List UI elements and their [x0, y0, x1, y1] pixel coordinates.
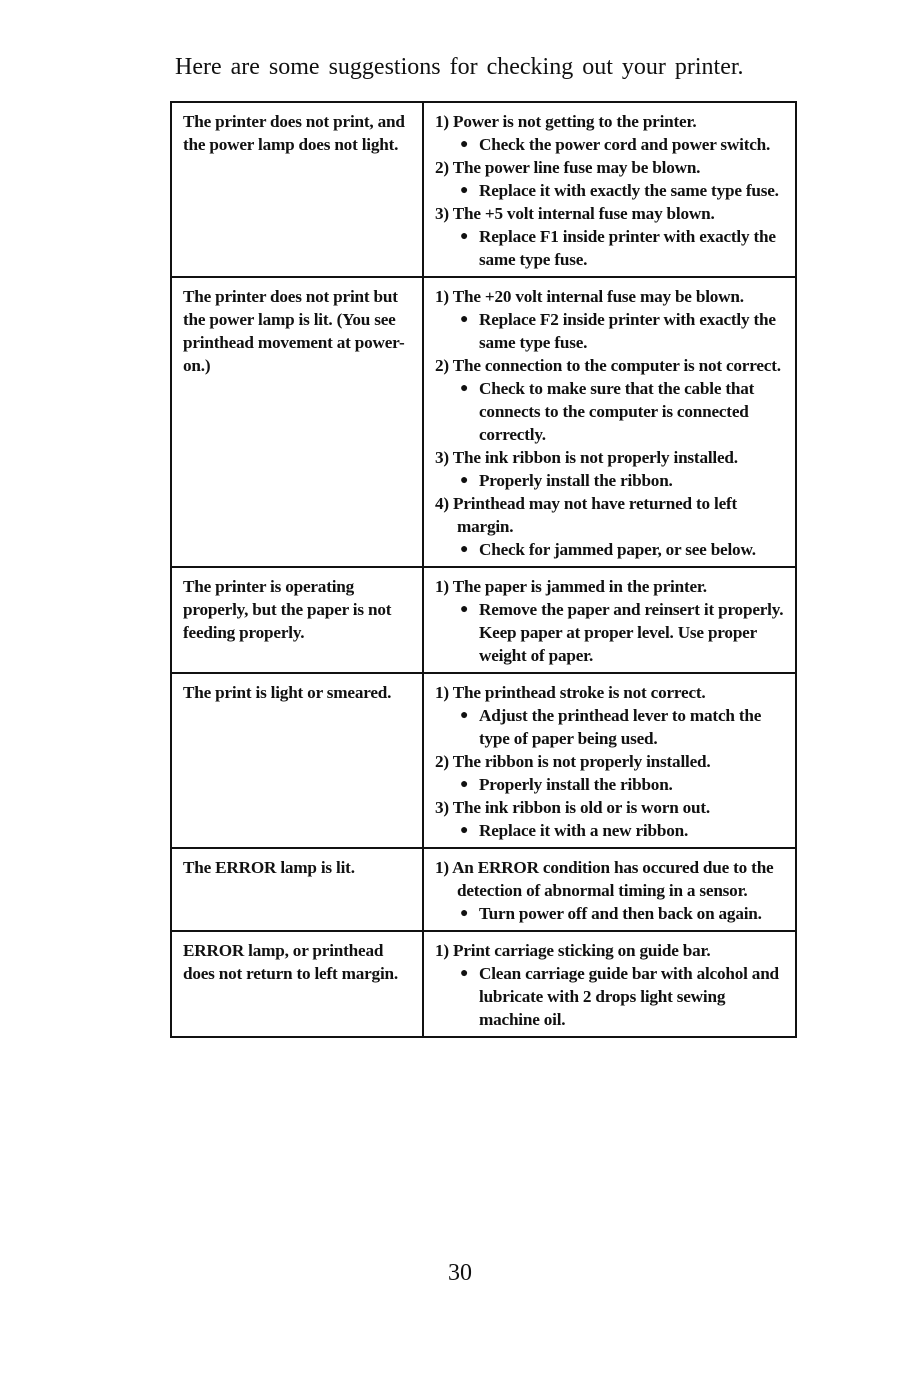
- cause-text: 3) The ink ribbon is not properly installed.: [435, 448, 738, 467]
- fix-item: [435, 704, 789, 750]
- fix-text: Properly install the ribbon.: [479, 775, 673, 794]
- cause-text: 2) The ribbon is not properly installed.: [435, 752, 711, 771]
- table-row: [171, 277, 796, 567]
- fix-text: Check to make sure that the cable that connects to the computer is connected correctly.: [479, 379, 755, 444]
- fix-text: Turn power off and then back on again.: [479, 904, 762, 923]
- solution-cell: [423, 673, 796, 848]
- fix-item: [435, 308, 789, 354]
- fix-text: Replace it with exactly the same type fuse.: [479, 181, 779, 200]
- bullet-icon: ●: [460, 381, 469, 396]
- bullet-icon: ●: [460, 312, 469, 327]
- cause-text: 1) The +20 volt internal fuse may be blown.: [435, 287, 744, 306]
- fix-item: [435, 538, 789, 561]
- cause-text: 2) The connection to the computer is not correct.: [435, 356, 781, 375]
- cause-text: 1) The paper is jammed in the printer.: [435, 577, 707, 596]
- table-row: [171, 848, 796, 931]
- fix-text: Remove the paper and reinsert it properly. Keep paper at proper level. Use proper weight of paper.: [479, 600, 784, 665]
- solution-cell: [423, 277, 796, 567]
- cause-text: 1) An ERROR condition has occured due to the detection of abnormal timing in a sensor.: [435, 858, 774, 900]
- page-number: 30: [448, 1260, 472, 1286]
- fix-item: [435, 469, 789, 492]
- fix-item: [435, 773, 789, 796]
- problem-cell: The ERROR lamp is lit.: [171, 848, 423, 931]
- bullet-icon: ●: [460, 966, 469, 981]
- solution-cell: [423, 102, 796, 277]
- bullet-icon: ●: [460, 229, 469, 244]
- bullet-icon: ●: [460, 823, 469, 838]
- bullet-icon: ●: [460, 906, 469, 921]
- cause-text: 1) The printhead stroke is not correct.: [435, 683, 706, 702]
- problem-cell: ERROR lamp, or printhead does not return to left margin.: [171, 931, 423, 1037]
- table-row: [171, 931, 796, 1037]
- fix-item: [435, 819, 789, 842]
- bullet-icon: ●: [460, 777, 469, 792]
- table-row: [171, 673, 796, 848]
- problem-cell: The print is light or smeared.: [171, 673, 423, 848]
- cause-text: 1) Print carriage sticking on guide bar.: [435, 941, 711, 960]
- table-row: [171, 102, 796, 277]
- fix-text: Check the power cord and power switch.: [479, 135, 771, 154]
- troubleshooting-table-body: [171, 102, 796, 1037]
- solution-cell: [423, 567, 796, 673]
- cause-text: 2) The power line fuse may be blown.: [435, 158, 701, 177]
- bullet-icon: ●: [460, 473, 469, 488]
- bullet-icon: ●: [460, 183, 469, 198]
- fix-item: [435, 133, 789, 156]
- fix-item: [435, 902, 789, 925]
- fix-item: [435, 225, 789, 271]
- bullet-icon: ●: [460, 708, 469, 723]
- cause-text: 3) The ink ribbon is old or is worn out.: [435, 798, 711, 817]
- solution-cell: [423, 848, 796, 931]
- problem-cell: The printer does not print, and the power lamp does not light.: [171, 102, 423, 277]
- solution-cell: [423, 931, 796, 1037]
- fix-text: Properly install the ribbon.: [479, 471, 673, 490]
- fix-text: Replace F1 inside printer with exactly the same type fuse.: [479, 227, 776, 269]
- fix-item: [435, 598, 789, 667]
- problem-cell: The printer is operating properly, but the paper is not feeding properly.: [171, 567, 423, 673]
- cause-text: 1) Power is not getting to the printer.: [435, 112, 697, 131]
- bullet-icon: ●: [460, 542, 469, 557]
- fix-item: [435, 179, 789, 202]
- page-heading: Here are some suggestions for checking out your printer.: [175, 54, 744, 80]
- fix-item: [435, 377, 789, 446]
- cause-text: 4) Printhead may not have returned to left margin.: [435, 494, 738, 536]
- problem-cell: The printer does not print but the power lamp is lit. (You see printhead movement at power-on.): [171, 277, 423, 567]
- fix-text: Check for jammed paper, or see below.: [479, 540, 756, 559]
- cause-text: 3) The +5 volt internal fuse may blown.: [435, 204, 715, 223]
- troubleshooting-table: [170, 101, 797, 1038]
- fix-text: Adjust the printhead lever to match the type of paper being used.: [479, 706, 762, 748]
- fix-text: Replace F2 inside printer with exactly the same type fuse.: [479, 310, 776, 352]
- table-row: [171, 567, 796, 673]
- fix-text: Replace it with a new ribbon.: [479, 821, 689, 840]
- bullet-icon: ●: [460, 602, 469, 617]
- fix-text: Clean carriage guide bar with alcohol and lubricate with 2 drops light sewing machine oil.: [479, 964, 779, 1029]
- bullet-icon: ●: [460, 137, 469, 152]
- fix-item: [435, 962, 789, 1031]
